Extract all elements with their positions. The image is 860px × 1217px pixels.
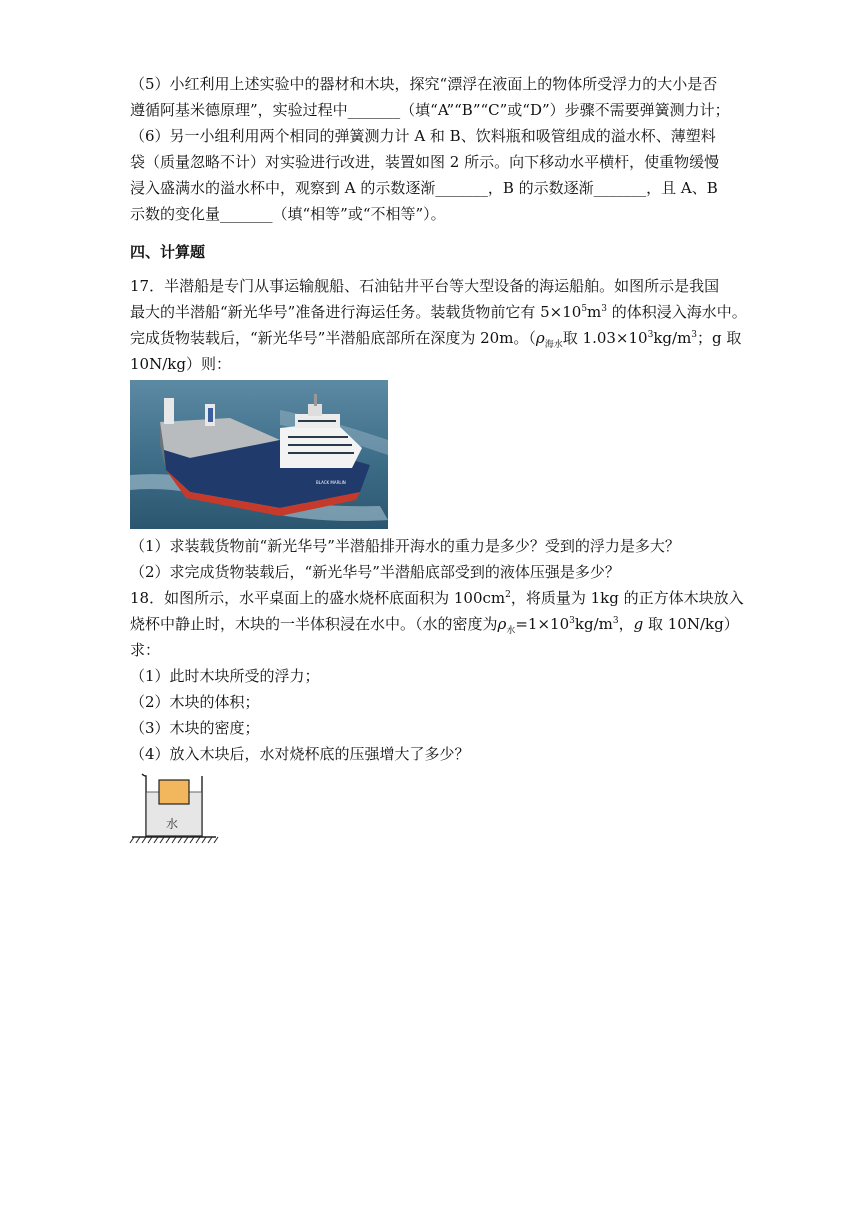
q18-line1: 18．如图所示，水平桌面上的盛水烧杯底面积为 $100cm^2$，将质量为 1kg 的正方体木块放入 bbox=[130, 589, 744, 607]
q18-sub1: （1）此时木块所受的浮力； bbox=[130, 667, 320, 685]
q16-part6-line1: （6）另一小组利用两个相同的弹簧测力计 A 和 B、饮料瓶和吸管组成的溢水杯、薄塑料 bbox=[130, 127, 716, 145]
ship-name-text: BLACK MARLIN bbox=[316, 480, 346, 485]
wood-block-shape bbox=[159, 780, 189, 804]
q18-sub4: （4）放入木块后，水对烧杯底的压强增大了多少？ bbox=[130, 745, 470, 763]
q17-line1: 17．半潜船是专门从事运输舰船、石油钻井平台等大型设备的海运船舶。如图所示是我国 bbox=[130, 277, 720, 295]
beaker-with-wood-block-figure bbox=[128, 770, 220, 846]
q18-sub2: （2）木块的体积； bbox=[130, 693, 260, 711]
q16-part5-line2: 遵循阿基米德原理”，实验过程中_______（填“A”“B”“C”或“D”）步骤不需要弹簧测力计； bbox=[130, 101, 730, 119]
q18-line2: 烧杯中静止时，木块的一半体积浸在水中。（水的密度为$\rho_水=1\times 10^3kg/m^3$，g 取 10N/kg） bbox=[130, 615, 739, 636]
q18-line3: 求： bbox=[130, 641, 161, 659]
q16-part6-line2: 袋（质量忽略不计）对实验进行改进，装置如图 2 所示。向下移动水平横杆，使重物缓慢 bbox=[130, 153, 720, 171]
q17-sub2: （2）求完成货物装载后，“新光华号”半潜船底部受到的液体压强是多少？ bbox=[130, 563, 620, 581]
q17-line4: 10N/kg）则： bbox=[130, 355, 231, 373]
section-title: 四、计算题 bbox=[130, 243, 206, 261]
q16-part6-line4: 示数的变化量_______（填“相等”或“不相等”）。 bbox=[130, 205, 446, 223]
q16-part5-line1: （5）小红利用上述实验中的器材和木块，探究“漂浮在液面上的物体所受浮力的大小是否 bbox=[130, 75, 718, 93]
q18-sub3: （3）木块的密度； bbox=[130, 719, 260, 737]
semi-submersible-ship-photo bbox=[130, 380, 388, 529]
water-label: 水 bbox=[166, 817, 179, 831]
q16-part6-line3: 浸入盛满水的溢水杯中，观察到 A 的示数逐渐_______，B 的示数逐渐_______，且 A、B bbox=[130, 179, 718, 197]
q17-line3: 完成货物装载后，“新光华号”半潜船底部所在深度为 20m。（$\rho_{海水}$取 $1.03\times 10^3kg/m^3$；g 取 bbox=[130, 329, 742, 350]
q17-line2: 最大的半潜船“新光华号”准备进行海运任务。装载货物前它有 $5\times 10^5m^3$ 的体积浸入海水中。 bbox=[130, 303, 747, 321]
q17-sub1: （1）求装载货物前“新光华号”半潜船排开海水的重力是多少？受到的浮力是多大？ bbox=[130, 537, 680, 555]
